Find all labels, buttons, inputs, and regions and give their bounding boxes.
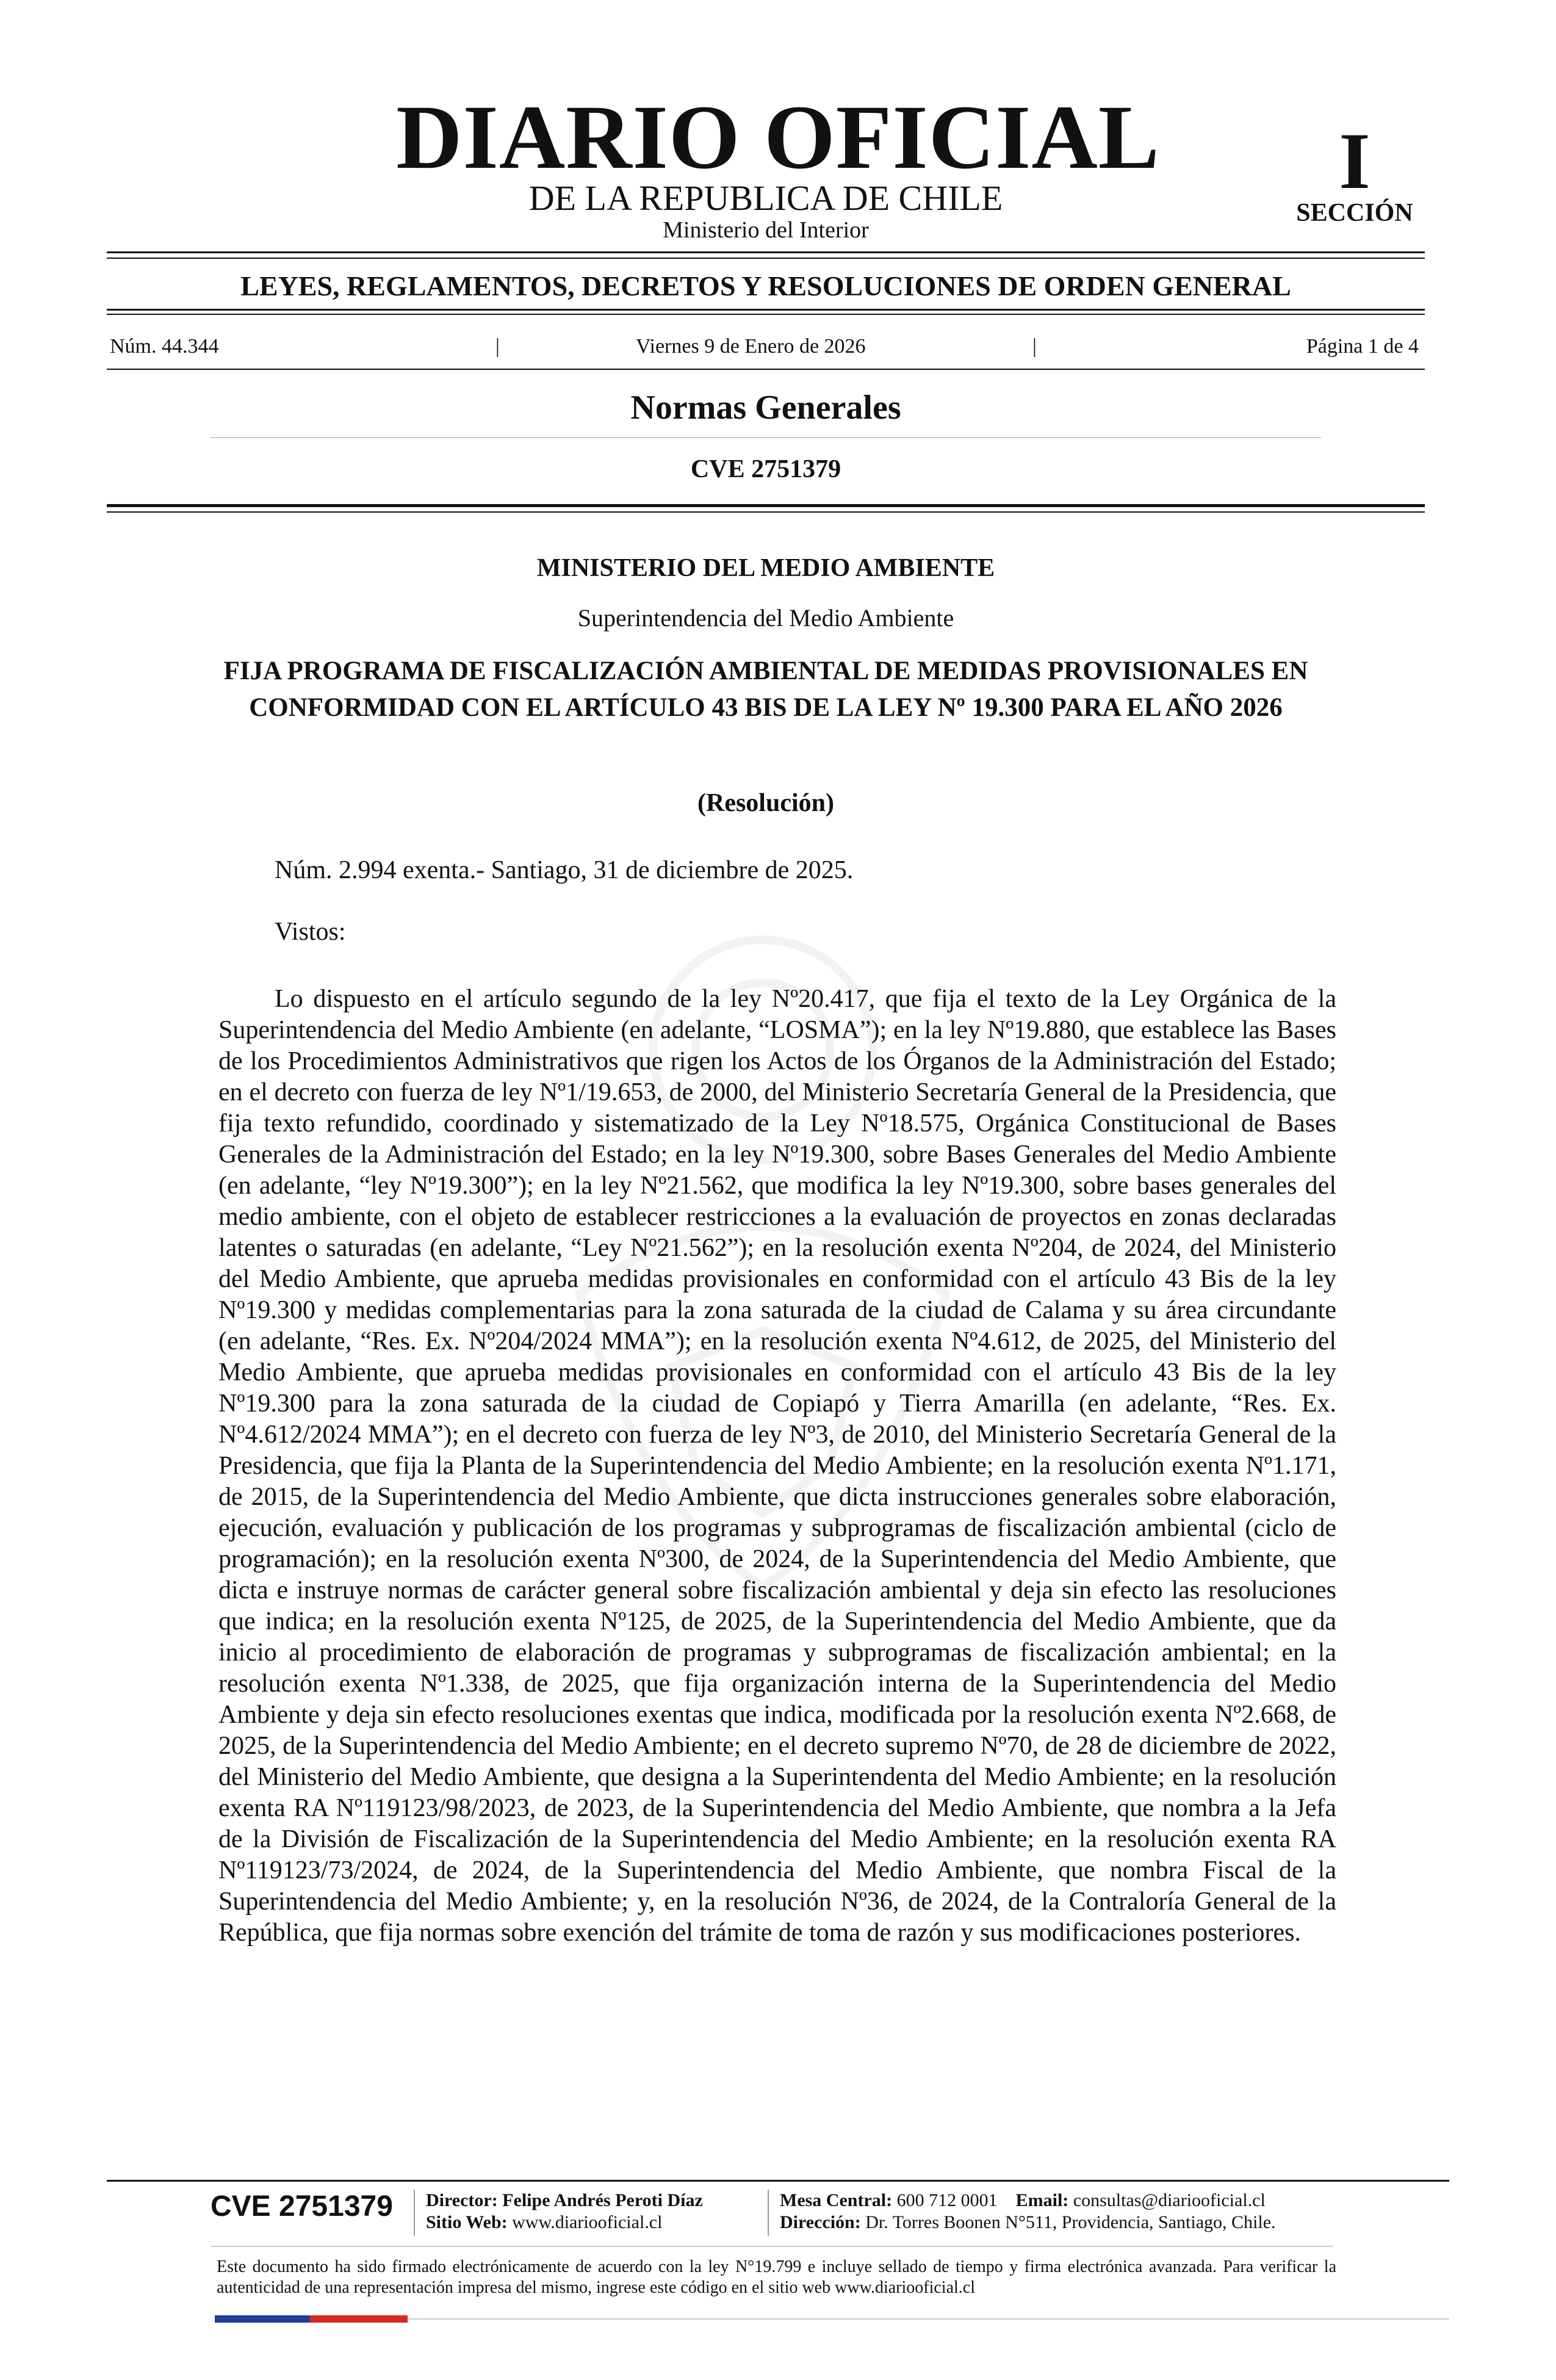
masthead-rule-2: [107, 258, 1425, 259]
info-bar-rule: [107, 369, 1425, 370]
footer-signature-note: Este documento ha sido firmado electrónicamente de acuerdo con la ley N°19.799 e incluye sellado de tiempo y firma electrónica avanzada. Para verificar la autenticidad de una representación impresa del mismo, ingrese este código en el sitio web www.diariooficial.cl: [217, 2257, 1336, 2297]
flag-stripe-line: [408, 2318, 1449, 2320]
footer-separator-1: [414, 2190, 415, 2236]
cve-header: CVE 2751379: [690, 455, 841, 483]
masthead-ministry: Ministerio del Interior: [663, 217, 869, 243]
category-heading: LEYES, REGLAMENTOS, DECRETOS Y RESOLUCIONES DE ORDEN GENERAL: [240, 270, 1291, 301]
info-separator-1: |: [495, 335, 500, 358]
masthead-title: DIARIO OFICIAL: [396, 87, 1160, 188]
header-rule-thin: [107, 511, 1425, 513]
phone-value: 600 712 0001: [896, 2190, 998, 2210]
category-rule-2: [107, 314, 1425, 315]
footer-separator-2: [768, 2190, 769, 2236]
site-label: Sitio Web:: [426, 2212, 508, 2232]
document-title: FIJA PROGRAMA DE FISCALIZACIÓN AMBIENTAL DE MEDIDAS PROVISIONALES EN CONFORMIDAD CON EL ARTÍCULO 43 BIS DE LA LEY Nº 19.300 PARA EL AÑO 2026: [223, 657, 1308, 722]
address-label: Dirección:: [780, 2212, 861, 2232]
footer-divider: [211, 2246, 1333, 2247]
email-label: Email:: [1015, 2190, 1069, 2210]
ministry-heading: MINISTERIO DEL MEDIO AMBIENTE: [536, 554, 995, 582]
page-indicator: Página 1 de 4: [1306, 335, 1419, 358]
flag-stripe-red: [310, 2315, 408, 2323]
phone-label: Mesa Central:: [780, 2190, 893, 2210]
email-link[interactable]: consultas@diariooficial.cl: [1073, 2190, 1266, 2210]
footer-rule: [107, 2180, 1449, 2182]
director-name: Felipe Andrés Peroti Díaz: [502, 2190, 703, 2210]
issue-number: Núm. 44.344: [110, 335, 219, 358]
vistos-paragraph: Lo dispuesto en el artículo segundo de la ley Nº20.417, que fija el texto de la Ley Orgánica de la Superintendencia del Medio Ambiente (en adelante, “LOSMA”); en la ley Nº19.880, que establece las Bases de los Procedimientos Administrativos que rigen los Actos de los Órganos de la Administración del Estado; en el decreto con fuerza de ley Nº1/19.653, de 2000, del Ministerio Secretaría General de la Presidencia, que fija texto refundido, coordinado y sistematizado de la Ley Nº18.575, Orgánica Constitucional de Bases Generales de la Administración del Estado; en la ley Nº19.300, sobre Bases Generales del Medio Ambiente (en adelante, “ley Nº19.300”); en la ley Nº21.562, que modifica la ley Nº19.300, sobre bases generales del medio ambiente, con el objeto de establecer restricciones a la evaluación de proyectos en zonas declaradas latentes o saturadas (en adelante, “Ley Nº21.562”); en la resolución exenta Nº204, de 2024, del Ministerio del Medio Ambiente, que aprueba medidas provisionales en conformidad con el artículo 43 Bis de la ley Nº19.300 y medidas complementarias para la zona saturada de la ciudad de Calama y su área circundante (en adelante, “Res. Ex. Nº204/2024 MMA”); en la resolución exenta Nº4.612, de 2025, del Ministerio del Medio Ambiente, que aprueba medidas provisionales en conformidad con el artículo 43 Bis de la ley Nº19.300 para la zona saturada de la ciudad de Copiapó y Tierra Amarilla (en adelante, “Res. Ex. Nº4.612/2024 MMA”); en el decreto con fuerza de ley Nº3, de 2010, del Ministerio Secretaría General de la Presidencia, que fija la Planta de la Superintendencia del Medio Ambiente; en la resolución exenta Nº1.171, de 2015, de la Superintendencia del Medio Ambiente, que dicta instrucciones generales sobre elaboración, ejecución, evaluación y publicación de los programas y subprogramas de fiscalización ambiental (ciclo de programación); en la resolución exenta Nº300, de 2024, de la Superintendencia del Medio Ambiente, que dicta e instruye normas de carácter general sobre fiscalización ambiental y deja sin efecto las resoluciones que indica; en la resolución exenta Nº125, de 2025, de la Superintendencia del Medio Ambiente, que da inicio al procedimiento de elaboración de programas y subprogramas de fiscalización ambiental; en la resolución exenta Nº1.338, de 2025, que fija organización interna de la Superintendencia del Medio Ambiente y deja sin efecto resoluciones exentas que indica, modificada por la resolución exenta Nº2.668, de 2025, de la Superintendencia del Medio Ambiente; en el decreto supremo Nº70, de 28 de diciembre de 2022, del Ministerio del Medio Ambiente, que designa a la Superintendenta del Medio Ambiente; en la resolución exenta RA Nº119123/98/2023, de 2023, de la Superintendencia del Medio Ambiente, que nombra a la Jefa de la División de Fiscalización de la Superintendencia del Medio Ambiente; en la resolución exenta RA Nº119123/73/2024, de 2024, de la Superintendencia del Medio Ambiente, que nombra Fiscal de la Superintendencia del Medio Ambiente; y, en la resolución Nº36, de 2024, de la Contraloría General de la República, que fija normas sobre exención del trámite de toma de razón y sus modificaciones posteriores.: [218, 985, 1336, 1947]
vistos-label: Vistos:: [275, 918, 346, 946]
issue-info-bar: [110, 334, 1419, 359]
site-link[interactable]: www.diariooficial.cl: [512, 2212, 663, 2232]
info-separator-2: |: [1032, 335, 1037, 358]
section-number: I: [1339, 116, 1371, 206]
section-heading: Normas Generales: [630, 389, 901, 427]
category-rule-1: [107, 309, 1425, 311]
header-rule-thick: [107, 504, 1425, 507]
footer-director-block: [426, 2190, 703, 2234]
footer-cve: CVE 2751379: [211, 2190, 393, 2223]
flag-stripe-blue: [215, 2315, 310, 2323]
masthead-subtitle: DE LA REPUBLICA DE CHILE: [528, 178, 1003, 218]
masthead-rule-1: [107, 251, 1425, 253]
section-label: SECCIÓN: [1296, 199, 1413, 227]
issue-date: Viernes 9 de Enero de 2026: [636, 335, 866, 358]
address-value: Dr. Torres Boonen N°511, Providencia, Santiago, Chile.: [865, 2212, 1276, 2232]
section-heading-divider: [211, 437, 1321, 438]
document-type: (Resolución): [697, 789, 834, 817]
director-label: Director:: [426, 2190, 498, 2210]
footer-contact-block: [780, 2190, 1276, 2234]
agency-heading: Superintendencia del Medio Ambiente: [577, 604, 954, 632]
resolution-number-line: Núm. 2.994 exenta.- Santiago, 31 de diciembre de 2025.: [275, 856, 854, 884]
